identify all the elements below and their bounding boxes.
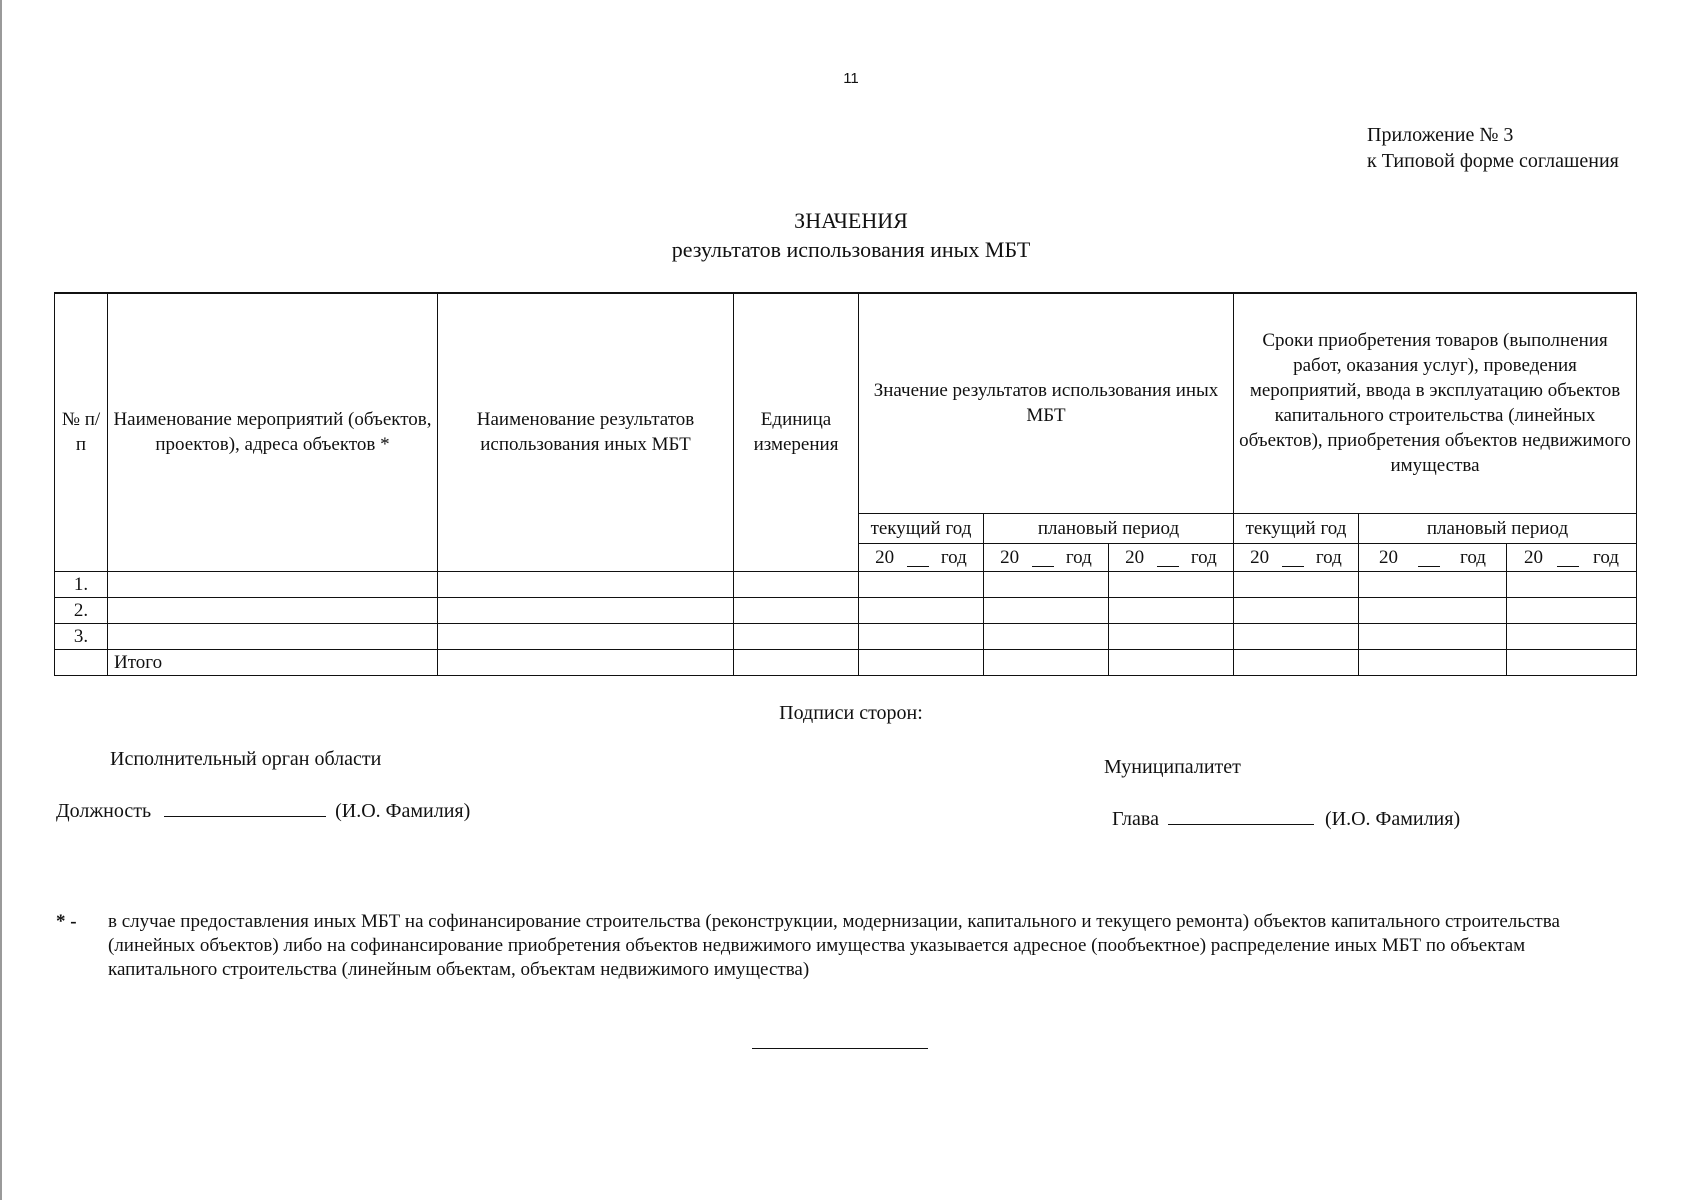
year-cell: [984, 543, 1109, 571]
table-row: [55, 623, 1637, 649]
left-role: Должность: [56, 800, 152, 822]
table-cell: [859, 623, 984, 649]
left-signature-blank: [164, 800, 326, 817]
header-values: Значение результатов использования иных МБТ: [859, 293, 1234, 513]
table-cell: [1359, 649, 1507, 675]
year-blank: [1282, 548, 1304, 567]
table-cell: [859, 597, 984, 623]
row-label-total: Итого: [108, 649, 438, 675]
year-cell: [1234, 543, 1359, 571]
year-cell: [1359, 543, 1507, 571]
year-blank: [1032, 548, 1054, 567]
table-cell: [984, 597, 1109, 623]
year-suffix: год: [1190, 546, 1217, 568]
header-events: Наименование мероприятий (объектов, проектов), адреса объектов *: [108, 293, 438, 571]
row-label: [108, 623, 438, 649]
table-cell: [1507, 597, 1637, 623]
table-cell: [859, 649, 984, 675]
year-suffix: год: [940, 546, 967, 568]
footnote-text: в случае предоставления иных МБТ на софинансирование строительства (реконструкции, модернизации, капитального и текущего ремонта) объектов капитального строительства (линейных объектов) либо на софинансирование приобретения объектов недвижимого имущества указывается адресное (пообъектное) распределение иных МБТ по объектам капитального строительства (линейным объектам, объектам недвижимого имущества): [108, 911, 1560, 980]
table-cell: [1507, 571, 1637, 597]
table-cell: [1507, 623, 1637, 649]
year-blank: [1418, 548, 1440, 567]
table-cell: [1234, 597, 1359, 623]
row-num: [55, 649, 108, 675]
table-cell: [1359, 597, 1507, 623]
header-values-planned-period: плановый период: [984, 513, 1234, 543]
table-row: [55, 571, 1637, 597]
row-num: 1.: [55, 571, 108, 597]
table-cell: [734, 623, 859, 649]
table-cell: [734, 571, 859, 597]
row-label: [108, 571, 438, 597]
table-cell: [984, 571, 1109, 597]
row-num: 2.: [55, 597, 108, 623]
table-cell: [859, 571, 984, 597]
year-blank: [1557, 548, 1579, 567]
closing-rule: [752, 1048, 928, 1049]
year-prefix: 20: [875, 546, 895, 568]
table-cell: [1109, 571, 1234, 597]
right-person-name: (И.О. Фамилия): [1324, 808, 1461, 830]
table-cell: [734, 649, 859, 675]
header-terms: Сроки приобретения товаров (выполнения работ, оказания услуг), проведения мероприятий, ввода в эксплуатацию объектов капитального строительства (линейных объектов), приобретения объектов недвижимого имущества: [1234, 293, 1637, 513]
table-cell: [1234, 649, 1359, 675]
right-signature-line: [1112, 808, 1460, 831]
table-cell: [1234, 623, 1359, 649]
table-cell: [1359, 571, 1507, 597]
left-party-name: Исполнительный орган области: [110, 748, 382, 770]
header-terms-current-year: текущий год: [1234, 513, 1359, 543]
header-unit: Единица измерения: [734, 293, 859, 571]
table-row: [55, 597, 1637, 623]
left-signature-line: [56, 800, 470, 823]
table-cell: [438, 571, 734, 597]
right-signature-blank: [1168, 808, 1314, 825]
table-cell: [438, 649, 734, 675]
year-blank: [1157, 548, 1179, 567]
row-num: 3.: [55, 623, 108, 649]
results-table: [54, 292, 1637, 676]
page-edge: [0, 0, 2, 1200]
table-cell: [1359, 623, 1507, 649]
page-number: 11: [843, 70, 859, 87]
appendix-line-2: к Типовой форме соглашения: [1367, 150, 1619, 172]
table-cell: [984, 623, 1109, 649]
document-title: [0, 206, 1702, 264]
table-cell: [1109, 623, 1234, 649]
table-cell: [1109, 597, 1234, 623]
year-prefix: 20: [1000, 546, 1020, 568]
footnote-mark: * -: [56, 911, 77, 932]
right-party-name: Муниципалитет: [1104, 756, 1241, 778]
year-suffix: год: [1460, 546, 1486, 568]
year-prefix: 20: [1524, 546, 1543, 568]
table-cell: [1109, 649, 1234, 675]
year-cell: [859, 543, 984, 571]
title-line-1: ЗНАЧЕНИЯ: [794, 208, 908, 233]
year-blank: [907, 548, 929, 567]
year-suffix: год: [1315, 546, 1342, 568]
header-results: Наименование результатов использования иных МБТ: [438, 293, 734, 571]
row-label: [108, 597, 438, 623]
table-cell: [438, 597, 734, 623]
year-prefix: 20: [1125, 546, 1145, 568]
signatures-heading: Подписи сторон:: [779, 702, 923, 724]
table-cell: [1234, 571, 1359, 597]
header-values-current-year: текущий год: [859, 513, 984, 543]
year-cell: [1507, 543, 1637, 571]
left-person-name: (И.О. Фамилия): [335, 800, 471, 822]
header-terms-planned-period: плановый период: [1359, 513, 1637, 543]
right-role: Глава: [1112, 808, 1159, 830]
year-suffix: год: [1593, 546, 1619, 568]
appendix-note: [1367, 122, 1619, 174]
appendix-line-1: Приложение № 3: [1367, 124, 1514, 146]
table-cell: [734, 597, 859, 623]
year-prefix: 20: [1250, 546, 1270, 568]
year-suffix: год: [1065, 546, 1092, 568]
table-cell: [438, 623, 734, 649]
table-cell: [1507, 649, 1637, 675]
footnote: [56, 910, 1616, 982]
year-cell: [1109, 543, 1234, 571]
table-row-total: [55, 649, 1637, 675]
header-num: № п/п: [55, 293, 108, 571]
year-prefix: 20: [1379, 546, 1398, 568]
table-cell: [984, 649, 1109, 675]
title-line-2: результатов использования иных МБТ: [671, 237, 1031, 262]
